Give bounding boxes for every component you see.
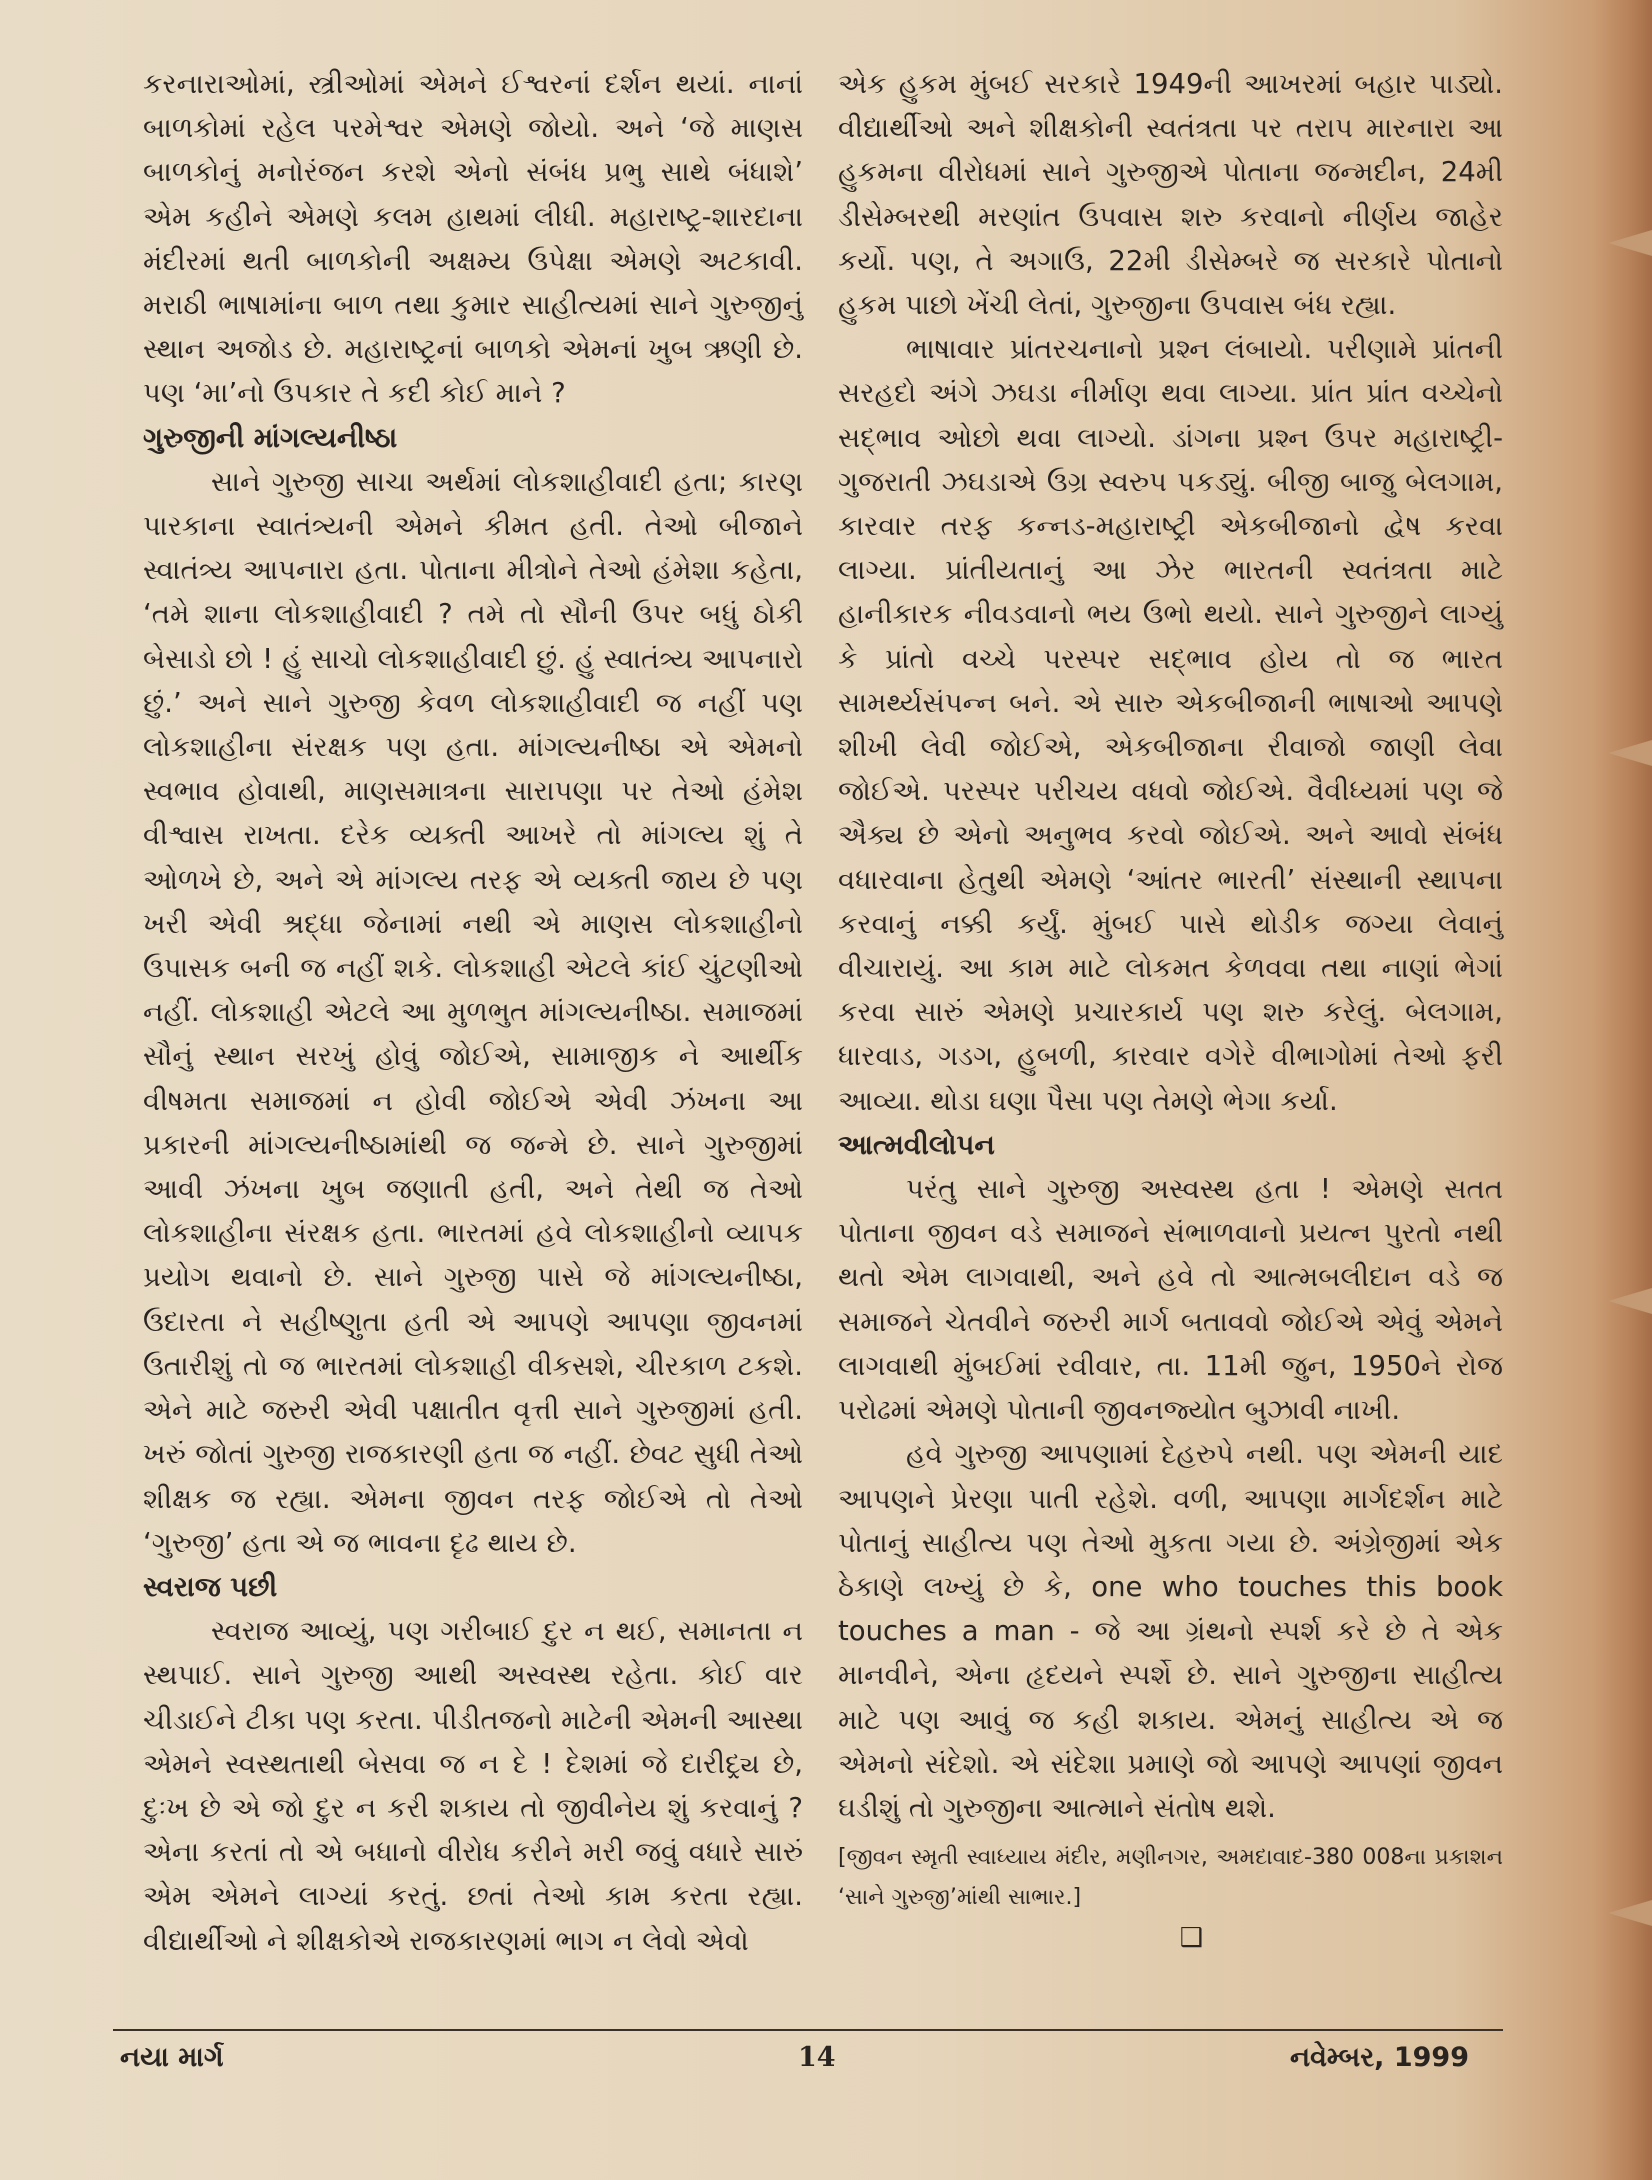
aged-paper-edge (1592, 0, 1652, 2180)
magazine-title: નયા માર્ગ (120, 2042, 224, 2073)
left-column (143, 62, 803, 1963)
paragraph: એક હુકમ મુંબઈ સરકારે 1949ની આખરમાં બહાર પાડ્યો. વીદ્યાર્થીઓ અને શીક્ષકોની સ્વતંત્રતા પર તરાપ મારનારા આ હુકમના વીરોધમાં સાને ગુરુજીએ પોતાના જન્મદીન, 24મી ડીસેમ્બરથી મરણાંત ઉપવાસ શરુ કરવાનો નીર્ણય જાહેર કર્યો. પણ, તે અગાઉ, 22મી ડીસેમ્બરે જ સરકારે પોતાનો હુકમ પાછો ખેંચી લેતાં, ગુરુજીના ઉપવાસ બંધ રહ્યા. (838, 68, 1503, 322)
page-number: 14 (798, 2042, 836, 2073)
footer-divider (113, 2029, 1503, 2031)
source-credit: [જીવન સ્મૃતી સ્વાધ્યાય મંદીર, મણીનગર, અમદાવાદ-380 008ના પ્રકાશન ‘સાને ગુરુજી’માંથી સાભાર.] (838, 1845, 1503, 1911)
end-mark: ❑ (1179, 1923, 1203, 1954)
paragraph: ભાષાવાર પ્રાંતરચનાનો પ્રશ્ન લંબાયો. પરીણામે પ્રાંતની સરહદો અંગે ઝઘડા નીર્માણ થવા લાગ્યા. પ્રાંત પ્રાંત વચ્ચેનો સદ્ભાવ ઓછો થવા લાગ્યો. ડાંગના પ્રશ્ન ઉપર મહારાષ્ટ્રી-ગુજરાતી ઝઘડાએ ઉગ્ર સ્વરુપ પકડ્યું. બીજી બાજુ બેલગામ, કારવાર તરફ કન્નડ-મહારાષ્ટ્રી એકબીજાનો દ્વેષ કરવા લાગ્યા. પ્રાંતીયતાનું આ ઝેર ભારતની સ્વતંત્રતા માટે હાનીકારક નીવડવાનો ભય ઉભો થયો. સાને ગુરુજીને લાગ્યું કે પ્રાંતો વચ્ચે પરસ્પર સદ્ભાવ હોય તો જ ભારત સામર્થ્યસંપન્ન બને. એ સારુ એકબીજાની ભાષાઓ આપણે શીખી લેવી જોઈએ, એકબીજાના રીવાજો જાણી લેવા જોઈએ. પરસ્પર પરીચય વધવો જોઈએ. વૈવીધ્યમાં પણ જે ઐક્ય છે એનો અનુભવ કરવો જોઈએ. અને આવો સંબંધ વધારવાના હેતુથી એમણે ‘આંતર ભારતી’ સંસ્થાની સ્થાપના કરવાનું નક્કી કર્યું. મુંબઈ પાસે થોડીક જગ્યા લેવાનું વીચારાયું. આ કામ માટે લોકમત કેળવવા તથા નાણાં ભેગાં કરવા સારું એમણે પ્રચારકાર્ય પણ શરુ કરેલું. બેલગામ, ધારવાડ, ગડગ, હુબળી, કારવાર વગેરે વીભાગોમાં તેઓ ફરી આવ્યા. થોડા ઘણા પૈસા પણ તેમણે ભેગા કર્યા. (838, 333, 1503, 1117)
section-heading: ગુરુજીની માંગલ્યનીષ્ઠા (143, 421, 398, 454)
paragraph: હવે ગુરુજી આપણામાં દેહરુપે નથી. પણ એમની યાદ આપણને પ્રેરણા પાતી રહેશે. વળી, આપણા માર્ગદર્શન માટે પોતાનું સાહીત્ય પણ તેઓ મુકતા ગયા છે. અંગ્રેજીમાં એક ઠેકાણે લખ્યું છે કે, one who touches this book touches a man - જે આ ગ્રંથનો સ્પર્શ કરે છે તે એક માનવીને, એના હૃદયને સ્પર્શે છે. સાને ગુરુજીના સાહીત્ય માટે પણ આવું જ કહી શકાય. એમનું સાહીત્ય એ જ એમનો સંદેશો. એ સંદેશા પ્રમાણે જો આપણે આપણાં જીવન ઘડીશું તો ગુરુજીના આત્માને સંતોષ થશે. (838, 1438, 1503, 1824)
right-column (838, 62, 1503, 1958)
section-heading: સ્વરાજ પછી (143, 1570, 278, 1603)
paragraph: સ્વરાજ આવ્યું, પણ ગરીબાઈ દુર ન થઈ, સમાનતા ન સ્થપાઈ. સાને ગુરુજી આથી અસ્વસ્થ રહેતા. કોઈ વાર ચીડાઈને ટીકા પણ કરતા. પીડીતજનો માટેની એમની આસ્થા એમને સ્વસ્થતાથી બેસવા જ ન દે ! દેશમાં જે દારીદ્ર્ય છે, દુઃખ છે એ જો દુર ન કરી શકાય તો જીવીનેય શું કરવાનું ? એના કરતાં તો એ બધાનો વીરોધ કરીને મરી જવું વધારે સારું એમ એમને લાગ્યાં કરતું. છતાં તેઓ કામ કરતા રહ્યા. વીદ્યાર્થીઓ ને શીક્ષકોએ રાજકારણમાં ભાગ ન લેવો એવો (143, 1615, 803, 1957)
paragraph: પરંતુ સાને ગુરુજી અસ્વસ્થ હતા ! એમણે સતત પોતાના જીવન વડે સમાજને સંભાળવાનો પ્રયત્ન પુરતો નથી થતો એમ લાગવાથી, અને હવે તો આત્મબલીદાન વડે જ સમાજને ચેતવીને જરુરી માર્ગ બતાવવો જોઈએ એવું એમને લાગવાથી મુંબઈમાં રવીવાર, તા. 11મી જુન, 1950ને રોજ પરોઢમાં એમણે પોતાની જીવનજ્યોત બુઝાવી નાખી. (838, 1173, 1503, 1427)
paragraph: સાને ગુરુજી સાચા અર્થમાં લોકશાહીવાદી હતા; કારણ પારકાના સ્વાતંત્ર્યની એમને કીમત હતી. તેઓ બીજાને સ્વાતંત્ર્ય આપનારા હતા. પોતાના મીત્રોને તેઓ હંમેશા કહેતા, ‘તમે શાના લોકશાહીવાદી ? તમે તો સૌની ઉપર બધું ઠોકી બેસાડો છો ! હું સાચો લોકશાહીવાદી છું. હું સ્વાતંત્ર્ય આપનારો છું.’ અને સાને ગુરુજી કેવળ લોકશાહીવાદી જ નહીં પણ લોકશાહીના સંરક્ષક પણ હતા. માંગલ્યનીષ્ઠા એ એમનો સ્વભાવ હોવાથી, માણસમાત્રના સારાપણા પર તેઓ હંમેશ વીશ્વાસ રાખતા. દરેક વ્યક્તી આખરે તો માંગલ્ય શું તે ઓળખે છે, અને એ માંગલ્ય તરફ એ વ્યક્તી જાય છે પણ ખરી એવી શ્રદ્ધા જેનામાં નથી એ માણસ લોકશાહીનો ઉપાસક બની જ નહીં શકે. લોકશાહી એટલે કાંઈ ચુંટણીઓ નહીં. લોકશાહી એટલે આ મુળભુત માંગલ્યનીષ્ઠા. સમાજમાં સૌનું સ્થાન સરખું હોવું જોઈએ, સામાજીક ને આર્થીક વીષમતા સમાજમાં ન હોવી જોઈએ એવી ઝંખના આ પ્રકારની માંગલ્યનીષ્ઠામાંથી જ જન્મે છે. સાને ગુરુજીમાં આવી ઝંખના ખુબ જણાતી હતી, અને તેથી જ તેઓ લોકશાહીના સંરક્ષક હતા. ભારતમાં હવે લોકશાહીનો વ્યાપક પ્રયોગ થવાનો છે. સાને ગુરુજી પાસે જે માંગલ્યનીષ્ઠા, ઉદારતા ને સહીષ્ણુતા હતી એ આપણે આપણા જીવનમાં ઉતારીશું તો જ ભારતમાં લોકશાહી વીકસશે, ચીરકાળ ટકશે. એને માટે જરુરી એવી પક્ષાતીત વૃત્તી સાને ગુરુજીમાં હતી. ખરું જોતાં ગુરુજી રાજકારણી હતા જ નહીં. છેવટ સુધી તેઓ શીક્ષક જ રહ્યા. એમના જીવન તરફ જોઈએ તો તેઓ ‘ગુરુજી’ હતા એ જ ભાવના દૃઢ થાય છે. (143, 465, 803, 1559)
paragraph: કરનારાઓમાં, સ્ત્રીઓમાં એમને ઈશ્વરનાં દર્શન થયાં. નાનાં બાળકોમાં રહેલ પરમેશ્વર એમણે જોયો. અને ‘જે માણસ બાળકોનું મનોરંજન કરશે એનો સંબંધ પ્રભુ સાથે બંધાશે’ એમ કહીને એમણે કલમ હાથમાં લીધી. મહારાષ્ટ્ર-શારદાના મંદીરમાં થતી બાળકોની અક્ષમ્ય ઉપેક્ષા એમણે અટકાવી. મરાઠી ભાષામાંના બાળ તથા કુમાર સાહીત્યમાં સાને ગુરુજીનું સ્થાન અજોડ છે. મહારાષ્ટ્રનાં બાળકો એમનાં ખુબ ઋણી છે. પણ ‘મા’નો ઉપકાર તે કદી કોઈ માને ? (143, 68, 803, 410)
section-heading: આત્મવીલોપન (838, 1128, 995, 1161)
issue-date: નવેમ્બર, 1999 (1290, 2042, 1469, 2073)
